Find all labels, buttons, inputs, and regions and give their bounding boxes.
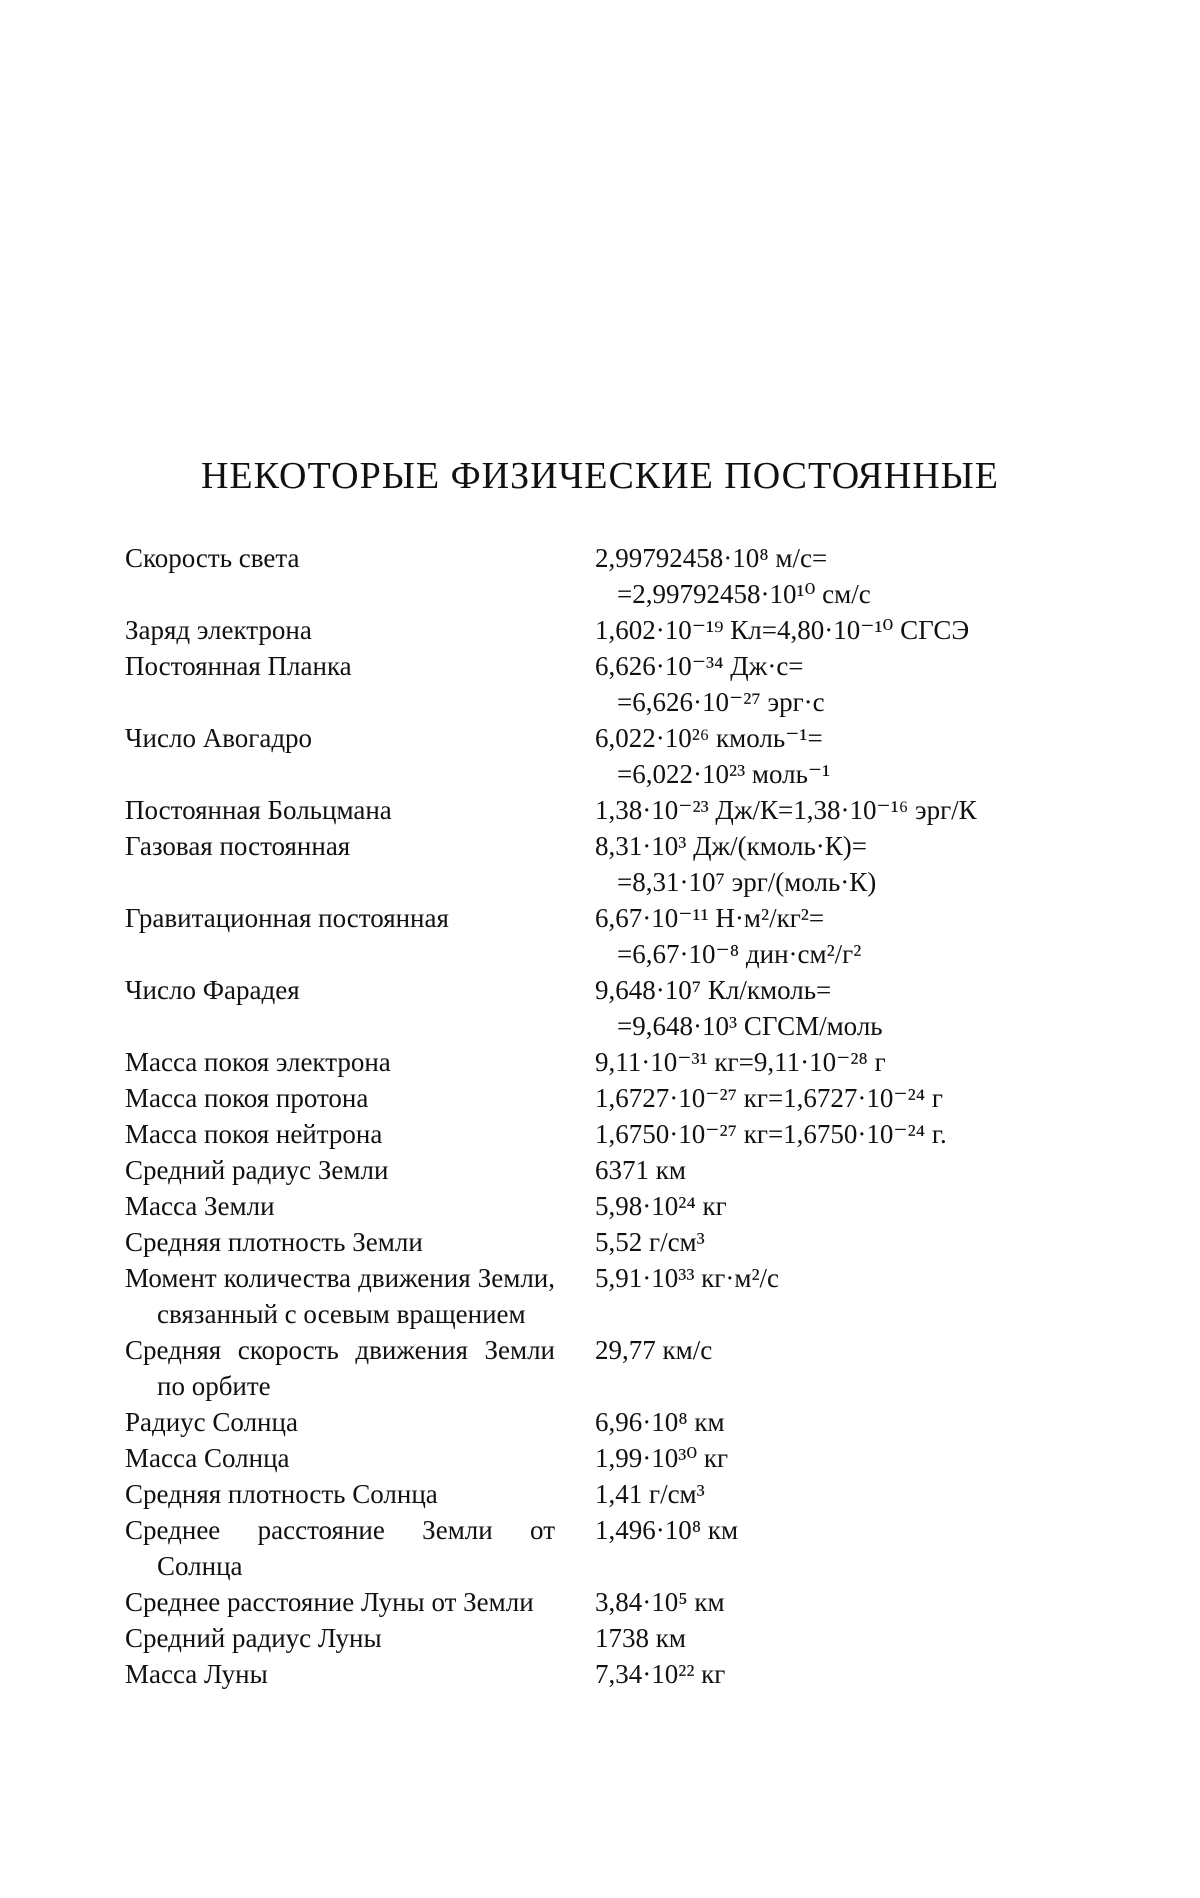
constant-value <box>555 1512 1085 1548</box>
constant-value-line: 1738 км <box>595 1623 686 1653</box>
constant-value <box>555 1332 1085 1368</box>
constant-value-line: 8,31·10³ Дж/(кмоль·К)= <box>595 831 868 861</box>
constant-value-line: 1,99·10³⁰ кг <box>595 1443 729 1473</box>
constant-row <box>125 1620 1085 1656</box>
constant-name: Число Фарадея <box>125 975 300 1005</box>
constant-value-line: =8,31·10⁷ эрг/(моль·К) <box>617 867 877 897</box>
constant-name: Масса Земли <box>125 1191 275 1221</box>
constant-row <box>125 1440 1085 1476</box>
constant-value-line: 1,6727·10⁻²⁷ кг=1,6727·10⁻²⁴ г <box>595 1083 943 1113</box>
constant-value-line: =2,99792458·10¹⁰ см/с <box>617 579 871 609</box>
constant-row <box>125 1656 1085 1692</box>
constant-value <box>555 828 1085 900</box>
constant-row <box>125 792 1085 828</box>
constant-row <box>125 1584 1085 1620</box>
constant-value-line: 5,91·10³³ кг·м²/с <box>595 1263 780 1293</box>
constant-value <box>555 1404 1085 1440</box>
constant-row <box>125 1152 1085 1188</box>
constant-name: Масса Луны <box>125 1659 268 1689</box>
constant-value-line: 3,84·10⁵ км <box>595 1587 725 1617</box>
constant-row <box>125 828 1085 900</box>
constant-name: Скорость света <box>125 543 300 573</box>
constant-name: Заряд электрона <box>125 615 312 645</box>
constant-row <box>125 972 1085 1044</box>
constant-value-line: 2,99792458·10⁸ м/с= <box>595 543 828 573</box>
constant-row <box>125 1044 1085 1080</box>
constant-row <box>125 540 1085 612</box>
constant-name: Число Авогадро <box>125 723 313 753</box>
constant-value <box>555 612 1085 648</box>
constant-row <box>125 900 1085 972</box>
constant-value <box>555 540 1085 612</box>
constant-name: Постоянная Больцмана <box>125 795 392 825</box>
constant-row <box>125 1188 1085 1224</box>
constant-value-line: 6,96·10⁸ км <box>595 1407 725 1437</box>
constant-value <box>555 1116 1085 1152</box>
constant-name: Постоянная Планка <box>125 651 352 681</box>
constant-value-line: =6,626·10⁻²⁷ эрг·с <box>617 687 825 717</box>
constant-value <box>555 1440 1085 1476</box>
constant-row <box>125 1224 1085 1260</box>
constant-value-line: 1,496·10⁸ км <box>595 1515 739 1545</box>
constant-value <box>555 1260 1085 1296</box>
constant-value <box>555 1584 1085 1620</box>
constant-row <box>125 1116 1085 1152</box>
constant-value <box>555 1656 1085 1692</box>
constant-row <box>125 1476 1085 1512</box>
constant-name: Средний радиус Луны <box>125 1623 382 1653</box>
constant-row <box>125 1512 1085 1584</box>
constant-value-line: 1,38·10⁻²³ Дж/К=1,38·10⁻¹⁶ эрг/К <box>595 795 977 825</box>
constant-name: Масса Солнца <box>125 1443 290 1473</box>
constant-value-line: 9,648·10⁷ Кл/кмоль= <box>595 975 832 1005</box>
constant-value-line: =6,022·10²³ моль⁻¹ <box>617 759 831 789</box>
constant-value <box>555 720 1085 792</box>
constant-value <box>555 1080 1085 1116</box>
constant-value <box>555 1476 1085 1512</box>
constant-value-line: =6,67·10⁻⁸ дин·см²/г² <box>617 939 862 969</box>
constant-value-line: 29,77 км/с <box>595 1335 713 1365</box>
constant-name: Средняя плотность Солнца <box>125 1479 438 1509</box>
constant-value-line: 6,626·10⁻³⁴ Дж·с= <box>595 651 804 681</box>
constant-value <box>555 792 1085 828</box>
constant-row <box>125 1260 1085 1332</box>
constant-name: Средняя скорость движения Земли по орбите <box>125 1335 555 1401</box>
constant-value <box>555 1188 1085 1224</box>
constant-value <box>555 1620 1085 1656</box>
constant-name: Масса покоя нейтрона <box>125 1119 383 1149</box>
constant-value <box>555 1152 1085 1188</box>
page-title: НЕКОТОРЫЕ ФИЗИЧЕСКИЕ ПОСТОЯННЫЕ <box>200 455 1000 497</box>
constant-value-line: 7,34·10²² кг <box>595 1659 726 1689</box>
constant-row <box>125 648 1085 720</box>
constant-row <box>125 612 1085 648</box>
constant-value <box>555 900 1085 972</box>
constant-row <box>125 1332 1085 1404</box>
constant-value-line: 6371 км <box>595 1155 686 1185</box>
constant-name: Масса покоя протона <box>125 1083 369 1113</box>
constant-value-line: =9,648·10³ СГСМ/моль <box>617 1011 883 1041</box>
constant-row <box>125 1404 1085 1440</box>
constants-table <box>125 540 1085 1692</box>
constant-value-line: 5,98·10²⁴ кг <box>595 1191 727 1221</box>
constant-name: Средняя плотность Земли <box>125 1227 423 1257</box>
constant-value-line: 9,11·10⁻³¹ кг=9,11·10⁻²⁸ г <box>595 1047 886 1077</box>
constant-name: Среднее расстояние Земли от Солнца <box>125 1515 555 1581</box>
constant-value-line: 6,67·10⁻¹¹ Н·м²/кг²= <box>595 903 825 933</box>
constant-name: Газовая постоянная <box>125 831 351 861</box>
constant-name: Средний радиус Земли <box>125 1155 389 1185</box>
constant-name: Гравитационная постоянная <box>125 903 449 933</box>
constant-row <box>125 720 1085 792</box>
constant-value <box>555 1224 1085 1260</box>
constant-row <box>125 1080 1085 1116</box>
constant-value-line: 1,602·10⁻¹⁹ Кл=4,80·10⁻¹⁰ СГСЭ <box>595 615 970 645</box>
constant-name: Радиус Солнца <box>125 1407 298 1437</box>
constant-value <box>555 648 1085 720</box>
constant-value-line: 6,022·10²⁶ кмоль⁻¹= <box>595 723 823 753</box>
constant-name: Масса покоя электрона <box>125 1047 391 1077</box>
constant-value-line: 1,6750·10⁻²⁷ кг=1,6750·10⁻²⁴ г. <box>595 1119 947 1149</box>
constant-name: Момент количества движения Земли, связанный с осевым вращением <box>125 1263 555 1329</box>
constant-value-line: 1,41 г/см³ <box>595 1479 705 1509</box>
constant-value <box>555 972 1085 1044</box>
constant-value <box>555 1044 1085 1080</box>
constant-value-line: 5,52 г/см³ <box>595 1227 705 1257</box>
constant-name: Среднее расстояние Луны от Земли <box>125 1587 534 1617</box>
